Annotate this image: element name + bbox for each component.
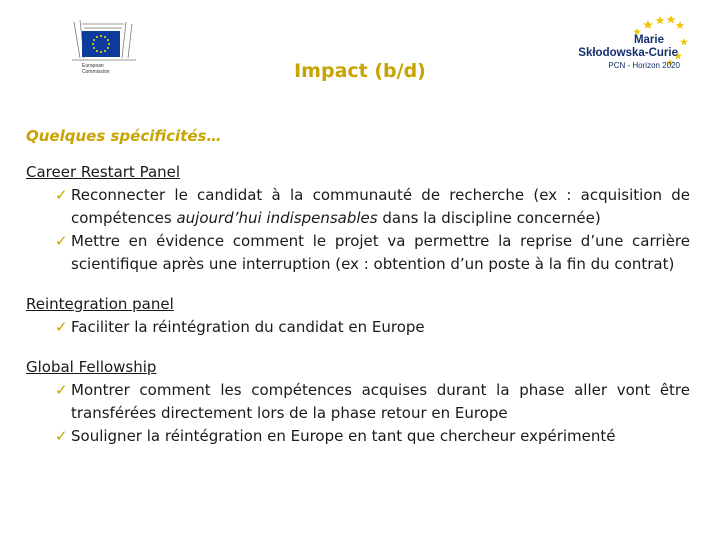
- checkmark-icon: ✓: [55, 186, 68, 204]
- ec-caption: European Commission: [82, 63, 110, 75]
- section-title: Global Fellowship: [26, 358, 157, 376]
- slide-title: Impact (b/d): [294, 60, 426, 82]
- eu-flag-icon: [82, 31, 120, 57]
- bullet-item: ✓ Mettre en évidence comment le projet va permettre la reprise d’une carrière scientifique après une interruption (ex : obtention d’un poste à la fin du contrat): [55, 232, 690, 273]
- slide-content: [26, 161, 690, 448]
- slide-subtitle: Quelques spécificités…: [26, 127, 222, 145]
- checkmark-icon: ✓: [55, 318, 68, 336]
- bullet-list: [26, 316, 690, 339]
- section-title: Reintegration panel: [26, 295, 174, 313]
- section-title: Career Restart Panel: [26, 163, 181, 181]
- checkmark-icon: ✓: [55, 427, 68, 445]
- section-global-fellowship: [26, 356, 690, 448]
- section-reintegration-panel: [26, 293, 690, 339]
- msca-subtitle: PCN - Horizon 2020: [608, 61, 680, 70]
- section-career-restart-panel: [26, 161, 690, 276]
- bullet-list: [26, 379, 690, 448]
- emphasis-text: aujourd’hui indispensables: [176, 209, 378, 227]
- checkmark-icon: ✓: [55, 381, 68, 399]
- msca-name: Marie Skłodowska-Curie: [578, 34, 678, 59]
- bullet-list: [26, 184, 690, 276]
- bullet-item: ✓ Reconnecter le candidat à la communauté de recherche (ex : acquisition de compétences aujourd’hui indispensables dans la discipline concernée): [55, 186, 690, 227]
- bullet-item: ✓ Faciliter la réintégration du candidat en Europe: [26, 316, 690, 339]
- bullet-item: ✓ Souligner la réintégration en Europe en tant que chercheur expérimenté: [26, 425, 690, 448]
- bullet-item: ✓ Montrer comment les compétences acquises durant la phase aller vont être transférées directement lors de la phase retour en Europe: [55, 381, 690, 422]
- checkmark-icon: ✓: [55, 232, 68, 250]
